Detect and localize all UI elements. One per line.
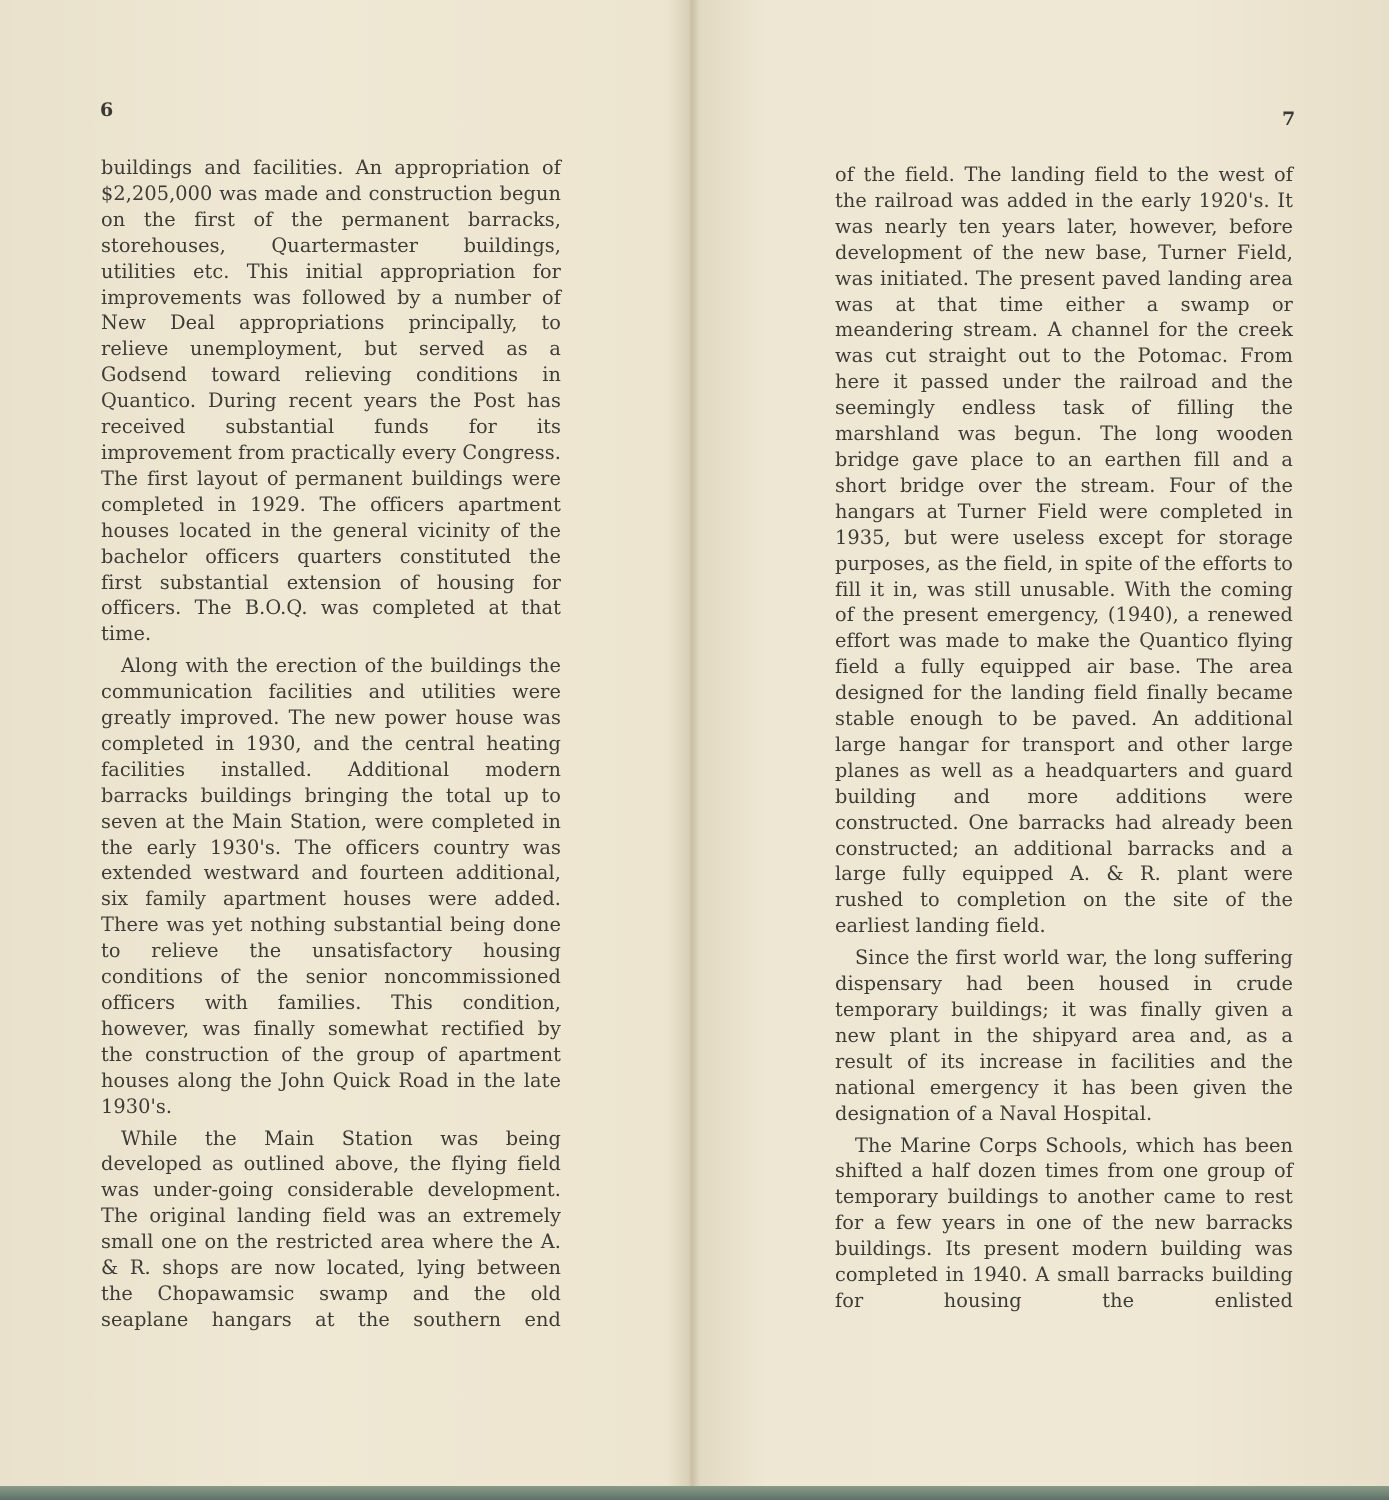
paragraph: buildings and facilities. An appropriation of $2,205,000 was made and construction begun on the first of the permanent barracks, storehouses, Quartermaster buildings, utilities etc. This initial appropriation for improvements was followed by a number of New Deal appropriations principally, to relieve unemployment, but served as a Godsend toward relieving conditions in Quantico. During recent years the Post has received substantial funds for its improvement from practically every Congress. The first layout of permanent buildings were completed in 1929. The officers apartment houses located in the general vicinity of the bachelor officers quarters constituted the first substantial extension of housing for officers. The B.O.Q. was completed at that time. bbox=[101, 156, 561, 646]
paragraph: The Marine Corps Schools, which has been shifted a half dozen times from one group of temporary buildings to another came to rest for a few years in one of the new barracks buildings. Its present modern building was completed in 1940. A small barracks building for housing the enlisted bbox=[835, 1133, 1293, 1312]
paragraph: While the Main Station was being developed as outlined above, the flying field was under-going considerable development. The original landing field was an extremely small one on the restricted area where the A. & R. shops are now located, lying between the Chopawamsic swamp and the old seaplane hangars at the southern end bbox=[101, 1126, 561, 1331]
page-number-right: 7 bbox=[1282, 108, 1296, 130]
right-page bbox=[692, 0, 1389, 1486]
page-number-left: 6 bbox=[100, 99, 114, 121]
paragraph: Since the first world war, the long suffering dispensary had been housed in crude temporary buildings; it was finally given a new plant in the shipyard area and, as a result of its increase in facilities and the national emergency it has been given the designation of a Naval Hospital. bbox=[835, 946, 1293, 1125]
paragraph: of the field. The landing field to the west of the railroad was added in the early 1920's. It was nearly ten years later, however, before development of the new base, Turner Field, was initiated. The present paved landing area was at that time either a swamp or meandering stream. A channel for the creek was cut straight out to the Potomac. From here it passed under the railroad and the seemingly endless task of filling the marshland was begun. The long wooden bridge gave place to an earthen fill and a short bridge over the stream. Four of the hangars at Turner Field were completed in 1935, but were useless except for storage purposes, as the field, in spite of the efforts to fill it in, was still unusable. With the coming of the present emergency, (1940), a renewed effort was made to make the Quantico flying field a fully equipped air base. The area designed for the landing field finally became stable enough to be paved. An additional large hangar for transport and other large planes as well as a headquarters and guard building and more additions were constructed. One barracks had already been constructed; an additional barracks and a large fully equipped A. & R. plant were rushed to completion on the site of the earliest landing field. bbox=[835, 163, 1293, 938]
left-page-text bbox=[101, 155, 561, 1339]
paragraph: Along with the erection of the buildings the communication facilities and utilities were greatly improved. The new power house was completed in 1930, and the central heating facilities installed. Additional modern barracks buildings bringing the total up to seven at the Main Station, were completed in the early 1930's. The officers country was extended westward and fourteen additional, six family apartment houses were added. There was yet nothing substantial being done to relieve the unsatisfactory housing conditions of the senior noncommissioned officers with families. This condition, however, was finally somewhat rectified by the construction of the group of apartment houses along the John Quick Road in the late 1930's. bbox=[101, 654, 561, 1118]
right-page-text bbox=[835, 162, 1293, 1320]
book-cover-edge bbox=[0, 1486, 1389, 1500]
left-page bbox=[0, 0, 690, 1486]
